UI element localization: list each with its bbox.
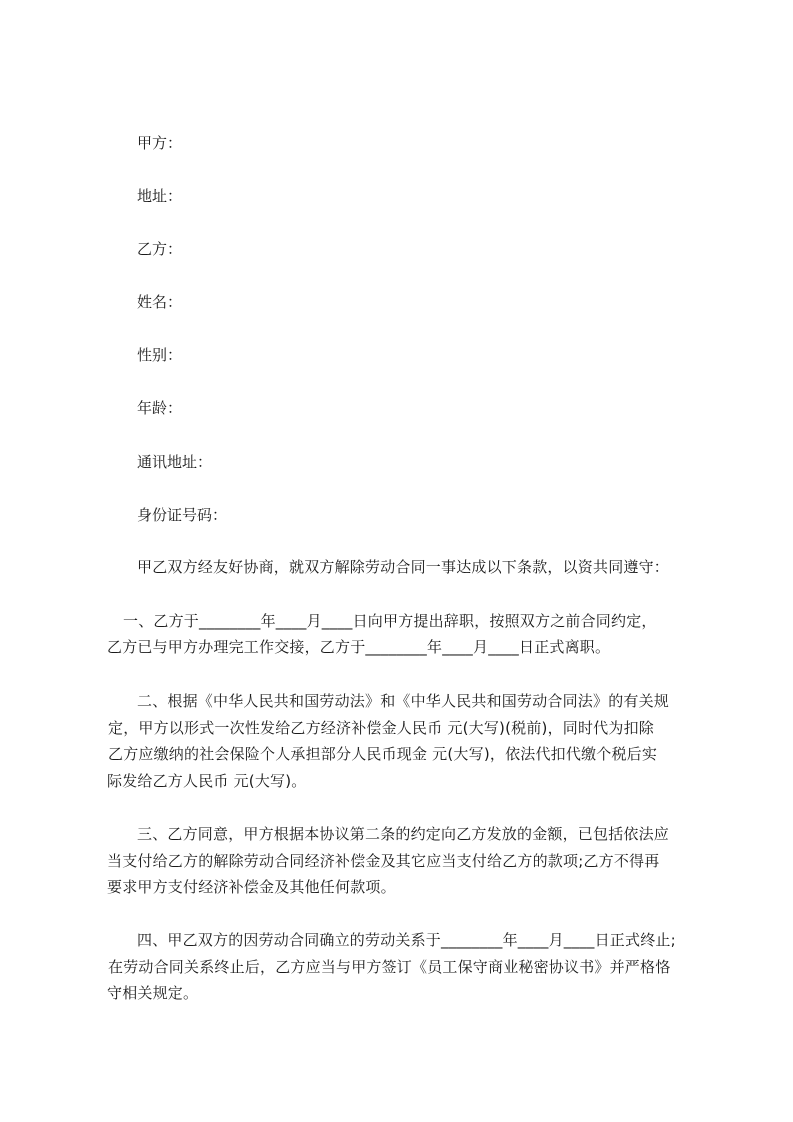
address-label: 地址： (137, 187, 183, 205)
clause-3-line-3: 要求甲方支付经济补偿金及其他任何款项。 (107, 878, 396, 896)
clause-3-line-2: 当支付给乙方的解除劳动合同经济补偿金及其它应当支付给乙方的款项;乙方不得再 (107, 852, 660, 870)
clause-4-line-1: 四、甲乙双方的因劳动合同确立的劳动关系于________年____月____日正式终止; (137, 931, 676, 949)
clause-2-line-1: 二、根据《中华人民共和国劳动法》和《中华人民共和国劳动合同法》的有关规 (137, 692, 670, 710)
clause-2-line-3: 乙方应缴纳的社会保险个人承担部分人民币现金 元(大写)，依法代扣代缴个税后实 (108, 745, 658, 763)
clause-1-line-1: 一、乙方于________年____月____日向甲方提出辞职，按照双方之前合同约定， (123, 612, 657, 630)
clause-4-line-2: 在劳动合同关系终止后，乙方应当与甲方签订《员工保守商业秘密协议书》并严格恪 (108, 958, 671, 976)
clause-4-line-3: 守相关规定。 (107, 984, 199, 1002)
clause-2-line-4: 际发给乙方人民币 元(大写)。 (107, 772, 307, 790)
clause-1-line-2: 乙方已与甲方办理完工作交接，乙方于________年____月____日正式离职。 (107, 638, 611, 656)
mailing-address-label: 通讯地址： (137, 453, 213, 471)
age-label: 年龄： (137, 399, 183, 417)
gender-label: 性别： (137, 346, 183, 364)
party-a-label: 甲方： (137, 134, 183, 152)
party-b-label: 乙方： (137, 240, 183, 258)
id-number-label: 身份证号码： (137, 506, 228, 524)
name-label: 姓名： (137, 293, 183, 311)
clause-3-line-1: 三、乙方同意，甲方根据本协议第二条的约定向乙方发放的金额，已包括依法应 (137, 825, 670, 843)
intro-paragraph: 甲乙双方经友好协商，就双方解除劳动合同一事达成以下条款，以资共同遵守： (137, 558, 670, 576)
clause-2-line-2: 定，甲方以形式一次性发给乙方经济补偿金人民币 元(大写)(税前)，同时代为扣除 (108, 719, 654, 737)
